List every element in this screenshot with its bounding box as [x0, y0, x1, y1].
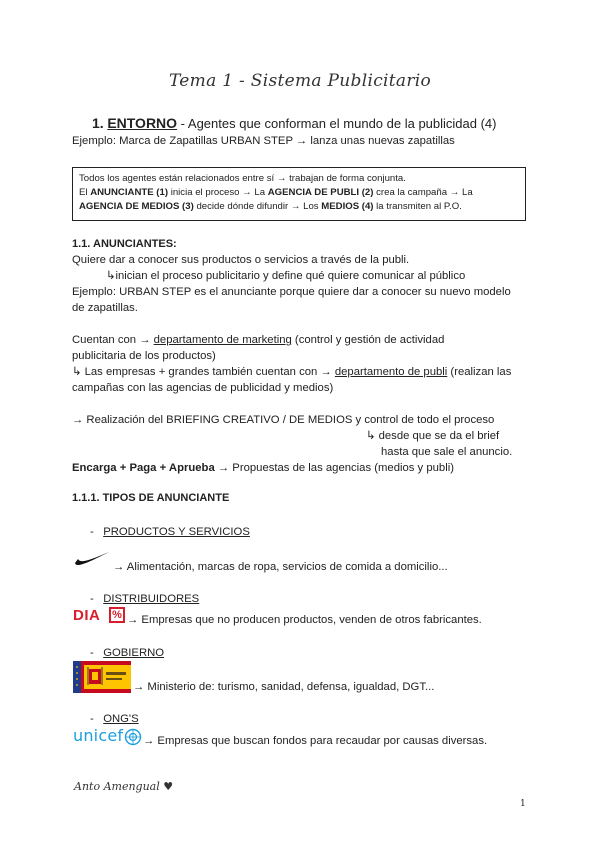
- text-line: de zapatillas.: [72, 302, 138, 314]
- box-line-3: AGENCIA DE MEDIOS (3) decide dónde difundir → Los MEDIOS (4) la transmiten al P.O.: [79, 201, 462, 212]
- text-line: ↳ desde que se da el brief: [366, 430, 500, 442]
- page-title: Tema 1 - Sistema Publicitario: [168, 71, 432, 91]
- list-item-label: - ONG'S: [90, 713, 139, 725]
- box-line-1: Todos los agentes están relacionados entre sí → trabajan de forma conjunta.: [79, 173, 406, 184]
- section-heading-entorno: [92, 115, 496, 131]
- text-line: hasta que sale el anuncio.: [381, 446, 513, 458]
- box-line-2: El ANUNCIANTE (1) inicia el proceso → La AGENCIA DE PUBLI (2) crea la campaña → La: [79, 187, 473, 198]
- text-line: ↳inician el proceso publicitario y define qué quiere comunicar al público: [106, 270, 466, 282]
- section-subtitle: - Agentes que conforman el mundo de la publicidad (4): [177, 116, 497, 131]
- list-item-label: - DISTRIBUIDORES: [90, 593, 200, 605]
- dia-logo: DIA: [73, 607, 101, 624]
- list-item-label: - GOBIERNO: [90, 647, 165, 659]
- page-number: 1: [520, 799, 526, 809]
- list-item-label: - PRODUCTOS Y SERVICIOS: [90, 526, 250, 538]
- subsection-heading-anunciantes: 1.1. ANUNCIANTES:: [72, 238, 177, 250]
- list-item-desc: → Empresas que no producen productos, venden de otros fabricantes.: [127, 614, 482, 626]
- unicef-logo: unicef: [73, 726, 124, 745]
- list-item-desc: → Ministerio de: turismo, sanidad, defensa, igualdad, DGT...: [133, 681, 435, 693]
- list-item-desc: → Alimentación, marcas de ropa, servicios de comida a domicilio...: [113, 561, 448, 573]
- dia-percent-icon: %: [109, 607, 125, 623]
- text-line: Encarga + Paga + Aprueba → Propuestas de las agencias (medios y publi): [72, 462, 454, 474]
- text-line: Cuentan con → departamento de marketing (control y gestión de actividad: [72, 334, 445, 346]
- section-keyword: ENTORNO: [107, 115, 178, 131]
- section-example: Ejemplo: Marca de Zapatillas URBAN STEP → lanza unas nuevas zapatillas: [72, 135, 455, 147]
- subsection-heading-tipos: 1.1.1. TIPOS DE ANUNCIANTE: [72, 492, 230, 504]
- text-line: publicitaria de los productos): [72, 350, 216, 362]
- author-signature: Anto Amengual ♥: [74, 780, 174, 793]
- list-item-desc: → Empresas que buscan fondos para recaudar por causas diversas.: [143, 735, 488, 747]
- unicef-emblem-icon: [124, 728, 142, 746]
- text-line: campañas con las agencias de publicidad y medios): [72, 382, 334, 394]
- section-number: 1.: [92, 115, 104, 131]
- nike-swoosh-icon: [74, 549, 110, 567]
- summary-box: [72, 167, 526, 221]
- text-line: → Realización del BRIEFING CREATIVO / DE MEDIOS y control de todo el proceso: [72, 414, 495, 426]
- text-line: ↳ Las empresas + grandes también cuentan con → departamento de publi (realizan las: [72, 366, 512, 378]
- text-line: Ejemplo: URBAN STEP es el anunciante porque quiere dar a conocer su nuevo modelo: [72, 286, 511, 298]
- text-line: Quiere dar a conocer sus productos o servicios a través de la publi.: [72, 254, 410, 266]
- spain-government-flag-icon: [73, 661, 131, 693]
